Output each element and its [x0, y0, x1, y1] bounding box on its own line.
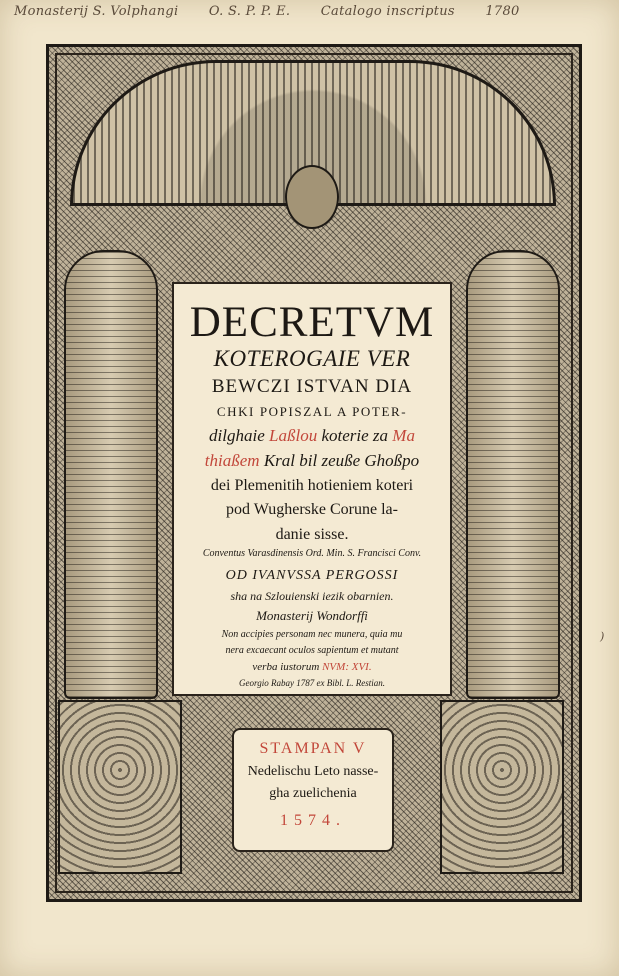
imprint-line: STAMPAN V — [259, 740, 367, 757]
title-line: CHKI POPISZAL A POTER- — [216, 404, 408, 419]
rubric-text: NVM: XVI. — [322, 661, 372, 673]
provenance-note: 1780 — [485, 4, 520, 19]
title-panel — [172, 282, 452, 696]
rubric-text: thiaßem — [204, 451, 260, 470]
rubric-text: Ma — [392, 426, 415, 445]
translator-line: OD IVANVSSA PERGOSSI — [225, 568, 399, 583]
title-line: BEWCZI ISTVAN DIA — [211, 376, 413, 397]
main-title: DECRETVM — [189, 299, 435, 346]
motto-line: Non accipies personam nec munera, quia mu — [221, 629, 403, 640]
margin-mark: ) — [600, 630, 605, 643]
motto-line: nera excaecant oculos sapientum et mutant — [225, 645, 399, 656]
imprint-line: gha zuelichenia — [269, 786, 357, 801]
provenance-note: Monasterij S. Volphangi — [14, 4, 179, 19]
title-line: dei Plemenitih hotieniem koteri — [210, 477, 414, 494]
grotesque-mask-ornament — [285, 165, 339, 229]
imprint-cartouche — [232, 728, 394, 852]
title-line: sha na Szlouienski iezik obarnien. — [230, 589, 394, 603]
imprint-year: 1574. — [280, 812, 346, 829]
left-figure-column — [64, 250, 158, 699]
imprint-line: Nedelischu Leto nasse- — [247, 764, 379, 779]
title-line: KOTEROGAIE VER — [213, 346, 411, 371]
title-text: dilghaie — [209, 426, 270, 445]
handwritten-signature: Georgio Rabay 1787 ex Bibl. L. Restian. — [239, 678, 385, 688]
provenance-note: Catalogo inscriptus — [320, 4, 455, 19]
title-line: danie sisse. — [275, 526, 349, 543]
provenance-note: O. S. P. P. E. — [208, 4, 291, 19]
title-line: pod Wugherske Corune la- — [226, 501, 398, 518]
left-base-ornament — [58, 700, 182, 874]
motto-line — [174, 661, 450, 673]
title-text: Kral bil zeuße Ghoßpo — [259, 451, 420, 470]
right-figure-column — [466, 250, 560, 699]
rubric-text: Laßlou — [269, 426, 318, 445]
right-base-ornament — [440, 700, 564, 874]
title-line — [174, 451, 450, 471]
handwritten-ownership-note: Conventus Varasdinensis Ord. Min. S. Francisci Conv. — [202, 548, 422, 559]
handwritten-library-mark: Monasterij Wondorffi — [256, 608, 368, 623]
handwritten-provenance-notes — [14, 4, 546, 19]
title-line — [174, 426, 450, 446]
motto-text: verba iustorum — [252, 661, 323, 673]
title-text: koterie za — [317, 426, 393, 445]
